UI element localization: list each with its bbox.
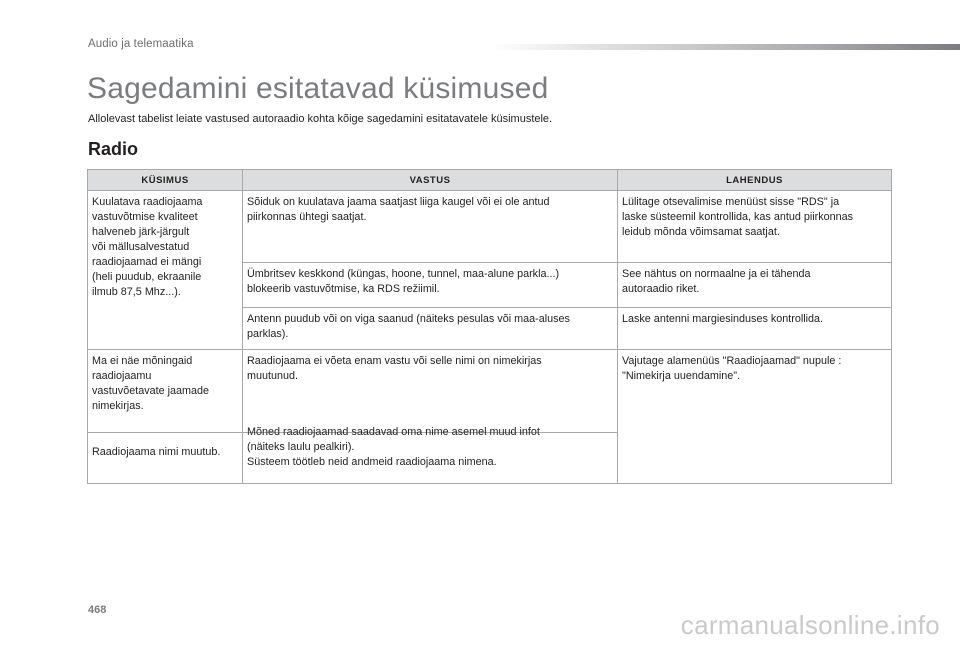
text-line: Mõned raadiojaamad saadavad oma nime asemel muud infot [247,426,540,438]
section-header-label: Audio ja telemaatika [88,38,194,50]
question-cell [88,191,243,350]
answer-cell [243,426,618,484]
section-title-radio: Radio [88,139,139,159]
text-line: Ümbritsev keskkond (küngas, hoone, tunnel, maa-alune parkla...) [247,268,560,280]
table-row [88,350,892,433]
column-header-question: KÜSIMUS [88,170,243,191]
solution-cell [618,191,892,263]
text-line: (heli puudub, ekraanile [92,271,202,283]
question-cell [88,433,243,484]
text-line: Kuulatava raadiojaama [92,196,203,208]
answer-cell [243,191,618,263]
answer-cell [243,308,618,350]
column-header-answer: VASTUS [243,170,618,191]
text-line: autoraadio riket. [622,283,700,295]
page-number: 468 [88,604,107,616]
table-row [88,191,892,263]
text-line: Raadiojaama nimi muutub. [92,446,221,458]
solution-cell [618,308,892,350]
header-gradient-bar [490,44,960,50]
text-line: laske süsteemil kontrollida, kas antud piirkonnas [622,211,854,223]
answer-cell [243,263,618,308]
text-line: See nähtus on normaalne ja ei tähenda [622,268,811,280]
question-cell [88,350,243,433]
solution-cell [618,350,892,484]
text-line: Vajutage alamenüüs "Raadiojaamad" nupule : [622,355,842,367]
answer-cell [243,350,618,433]
text-line: Laske antenni margiesinduses kontrollida. [622,313,824,325]
column-header-solution: LAHENDUS [618,170,892,191]
text-line: vastuvõtmise kvaliteet [92,211,198,223]
text-line: parklas). [247,328,289,340]
text-line: blokeerib vastuvõtmise, ka RDS režiimil. [247,283,440,295]
text-line: Antenn puudub või on viga saanud (näiteks pesulas või maa-aluses [247,313,570,325]
solution-cell [618,263,892,308]
text-line: Raadiojaama ei võeta enam vastu või selle nimi on nimekirjas [247,355,542,367]
text-line: või mällusalvestatud [92,241,190,253]
table-header-row [88,170,892,191]
text-line: piirkonnas ühtegi saatjat. [247,211,367,223]
text-line: leidub mõnda võimsamat saatjat. [622,226,780,238]
text-line: Ma ei näe mõningaid [92,355,193,367]
text-line: ilmub 87,5 Mhz...). [92,286,181,298]
text-line: vastuvõetavate jaamade [92,385,210,397]
intro-text: Allolevast tabelist leiate vastused autoraadio kohta kõige sagedamini esitatavatele küsimustele. [88,113,553,125]
faq-table [87,169,892,484]
watermark-text: carmanualsonline.info [680,610,940,640]
text-line: nimekirjas. [92,400,144,412]
text-line: Lülitage otsevalimise menüüst sisse "RDS" ja [622,196,840,208]
text-line: raadiojaamu [92,370,152,382]
text-line: muutunud. [247,370,299,382]
text-line: "Nimekirja uuendamine". [622,370,741,382]
text-line: halveneb järk-järgult [92,226,190,238]
page-title: Sagedamini esitatavad küsimused [87,72,549,105]
text-line: raadiojaamad ei mängi [92,256,202,268]
text-line: Sõiduk on kuulatava jaama saatjast liiga kaugel või ei ole antud [247,196,550,208]
text-line: Süsteem töötleb neid andmeid raadiojaama nimena. [247,456,497,468]
text-line: (näiteks laulu pealkiri). [247,441,355,453]
